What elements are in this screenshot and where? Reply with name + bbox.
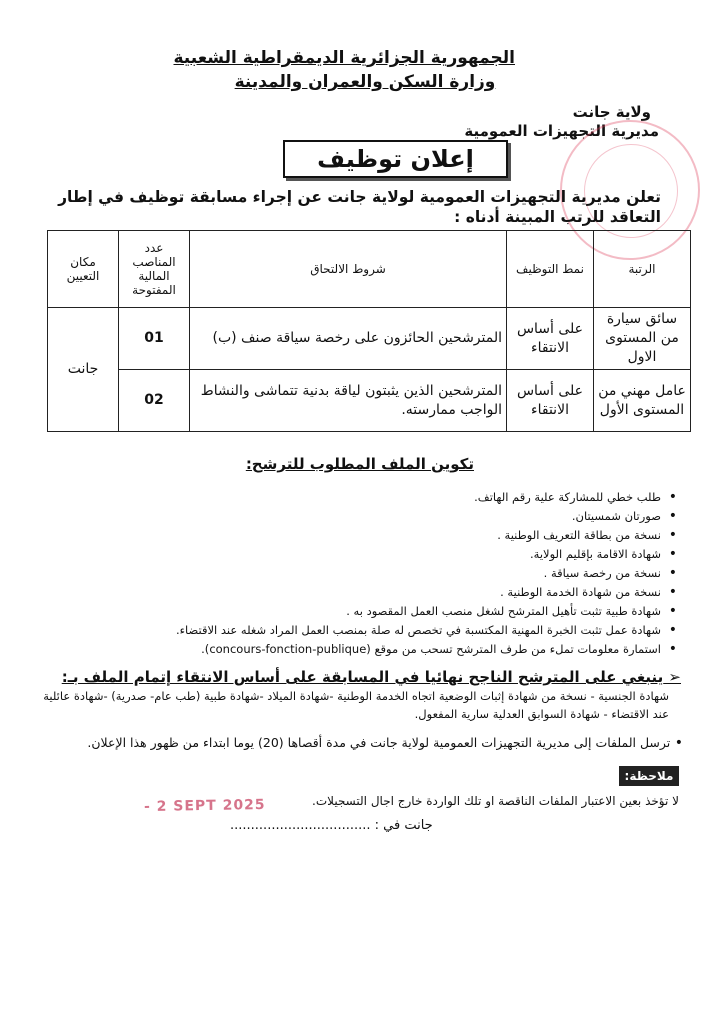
- header-grade: الرتبة: [594, 231, 691, 308]
- note-text: لا تؤخذ بعين الاعتبار الملفات الناقصة او تلك الواردة خارج اجال التسجيلات.: [312, 794, 679, 808]
- list-item: • شهادة طبية تثبت تأهيل المترشح لشغل منصب العمل المقصود به .: [39, 602, 679, 621]
- row-mode: على أساس الانتقاء: [507, 308, 594, 370]
- final-documents-text: شهادة الجنسية - نسخة من شهادة إثبات الوضعية اتجاه الخدمة الوطنية -شهادة الميلاد -شهادة طبية (طب عام- صدرية) -شهادة عائلية عند الاقتضاء - شهادة السوابق العدلية سارية المفعول.: [43, 689, 669, 721]
- list-item: • استمارة معلومات تملء من طرف المترشح تسحب من موقع (concours-fonction-publique).: [39, 640, 679, 659]
- table-row: [48, 308, 691, 370]
- date-dots: ..................................: [230, 818, 371, 833]
- republic-header: الجمهورية الجزائرية الديمقراطية الشعبية: [173, 48, 515, 68]
- row-mode: على أساس الانتقاء: [507, 370, 594, 432]
- header-mode: نمط التوظيف: [507, 231, 594, 308]
- list-item: • شهادة الاقامة بإقليم الولاية.: [39, 545, 679, 564]
- list-item: • شهادة عمل تثبت الخبرة المهنية المكتسبة في تخصص له صلة بمنصب العمل المراد شغله عند الاقتضاء.: [39, 621, 679, 640]
- wilaya-label: ولاية جانت: [572, 103, 651, 121]
- date-stamp: - 2 SEPT 2025: [143, 796, 266, 816]
- positions-table: [47, 230, 691, 432]
- file-section-title: تكوين الملف المطلوب للترشح:: [245, 455, 474, 473]
- ministry-header: وزارة السكن والعمران والمدينة: [234, 72, 496, 92]
- row-count: 02: [119, 370, 190, 432]
- required-documents-list: [39, 488, 679, 659]
- location-cell: جانت: [48, 308, 119, 432]
- place-label: جانت في :: [374, 818, 433, 833]
- final-section-title: ➢ ينبغي على المترشح الناجح نهائيا في المسابقة على أساس الانتقاء إتمام الملف بـ:: [62, 668, 681, 686]
- note-label: ملاحظة:: [619, 766, 679, 786]
- intro-paragraph: تعلن مديرية التجهيزات العمومية لولاية جانت عن إجراء مسابقة توظيف في إطار التعاقد للرتب المبينة أدناه :: [58, 188, 661, 226]
- page-title: إعلان توظيف: [283, 140, 508, 178]
- row-grade: عامل مهني من المستوى الأول: [594, 370, 691, 432]
- list-item: • طلب خطي للمشاركة علية رقم الهاتف.: [39, 488, 679, 507]
- table-header-row: [48, 231, 691, 308]
- list-item: • نسخة من بطاقة التعريف الوطنية .: [39, 526, 679, 545]
- row-count: 01: [119, 308, 190, 370]
- submission-text: • ترسل الملفات إلى مديرية التجهيزات العمومية لولاية جانت في مدة أقصاها (20) يوما ابتداء من ظهور هذا الإعلان.: [33, 735, 683, 751]
- list-item: • صورتان شمسيتان.: [39, 507, 679, 526]
- list-item: • نسخة من رخصة سياقة .: [39, 564, 679, 583]
- list-item: • نسخة من شهادة الخدمة الوطنية .: [39, 583, 679, 602]
- row-grade: سائق سيارة من المستوى الاول: [594, 308, 691, 370]
- header-count: عدد المناصب المالية المفتوحة: [119, 231, 190, 308]
- header-location: مكان التعيين: [48, 231, 119, 308]
- row-conditions: المترشحين الحائزون على رخصة سياقة صنف (ب): [190, 308, 507, 370]
- row-conditions: المترشحين الذين يثبتون لياقة بدنية تتماشى والنشاط الواجب ممارسته.: [190, 370, 507, 432]
- place-date-line: [230, 818, 433, 833]
- header-conditions: شروط الالتحاق: [190, 231, 507, 308]
- table-row: [48, 370, 691, 432]
- direction-label: مديرية التجهيزات العمومية: [464, 122, 659, 140]
